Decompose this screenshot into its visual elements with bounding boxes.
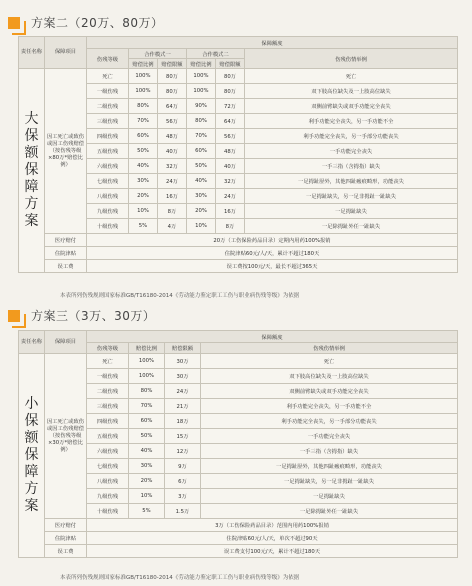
amount-cell: 80万 bbox=[216, 84, 245, 99]
plan3-limit-header: 保障额度 bbox=[87, 331, 458, 343]
plan3-table bbox=[18, 330, 458, 558]
amount-cell: 6万 bbox=[165, 474, 201, 489]
amount-cell: 15万 bbox=[165, 429, 201, 444]
amount-cell: 64万 bbox=[158, 99, 187, 114]
plan3-item-desc: 因工死亡或致伤或因工伤残赔偿（按伤残等级×30万*赔偿比例） bbox=[45, 354, 87, 519]
ratio-cell: 60% bbox=[129, 129, 158, 144]
example-cell: 双下肢高位缺失及一上肢高位缺失 bbox=[245, 84, 458, 99]
plan2-duty-header: 责任名称 bbox=[19, 37, 45, 69]
ratio-cell: 80% bbox=[129, 384, 165, 399]
plan3-duty-header: 责任名称 bbox=[19, 331, 45, 354]
amount-cell: 80万 bbox=[216, 69, 245, 84]
example-cell: 一足除拇趾外任一趾缺失 bbox=[201, 504, 458, 519]
ratio-cell: 30% bbox=[129, 459, 165, 474]
grade-cell: 五级伤残 bbox=[87, 144, 129, 159]
amount-cell: 12万 bbox=[165, 444, 201, 459]
example-cell: 利手功能完全丧失，另一手功能不全 bbox=[201, 399, 458, 414]
ratio-cell: 50% bbox=[187, 159, 216, 174]
grade-cell: 九级伤残 bbox=[87, 489, 129, 504]
plan3-title: 方案三（3万、30万） bbox=[31, 309, 156, 323]
grade-cell: 八级伤残 bbox=[87, 474, 129, 489]
ratio-cell: 10% bbox=[129, 489, 165, 504]
example-cell: 一手三指（含拇指）缺失 bbox=[245, 159, 458, 174]
ratio-cell: 100% bbox=[129, 369, 165, 384]
orange-square-icon bbox=[8, 17, 20, 29]
ratio-cell: 100% bbox=[129, 84, 158, 99]
amount-cell: 30万 bbox=[165, 369, 201, 384]
plan2-amount1-header: 赔偿限额 bbox=[158, 59, 187, 69]
plan3-medical-value: 3万（工伤保险药品目录）范围内用药100%报销 bbox=[87, 519, 458, 532]
plan2-grade-header: 伤残等级 bbox=[87, 49, 129, 69]
plan3-note: 本表所列伤残规则国家标准GB/T16180-2014《劳动能力鉴定职工工伤与职业病伤残等级》为依据 bbox=[60, 575, 300, 581]
amount-cell: 8万 bbox=[158, 204, 187, 219]
example-cell: 一足拇趾缺失，另一足非拇趾一趾缺失 bbox=[245, 189, 458, 204]
plan2-amount2-header: 赔偿限额 bbox=[216, 59, 245, 69]
example-cell: 双侧前臂缺失或双手功能完全丧失 bbox=[201, 384, 458, 399]
ratio-cell: 5% bbox=[129, 504, 165, 519]
plan2-table bbox=[18, 36, 458, 273]
amount-cell: 4万 bbox=[158, 219, 187, 234]
example-cell: 一足拇趾缺失 bbox=[245, 204, 458, 219]
grade-cell: 十级伤残 bbox=[87, 219, 129, 234]
amount-cell: 3万 bbox=[165, 489, 201, 504]
plan2-category: 大保额保障方案 bbox=[19, 69, 45, 273]
amount-cell: 1.5万 bbox=[165, 504, 201, 519]
amount-cell: 24万 bbox=[165, 384, 201, 399]
ratio-cell: 40% bbox=[129, 159, 158, 174]
plan3-amount-header: 赔偿限额 bbox=[165, 343, 201, 354]
grade-cell: 七级伤残 bbox=[87, 459, 129, 474]
ratio-cell: 100% bbox=[129, 69, 158, 84]
ratio-cell: 100% bbox=[187, 84, 216, 99]
grade-cell: 三级伤残 bbox=[87, 399, 129, 414]
amount-cell: 48万 bbox=[216, 144, 245, 159]
plan2-medical-label: 医疗赔付 bbox=[45, 234, 87, 247]
example-cell: 利手功能完全丧失，另一手功能不全 bbox=[245, 114, 458, 129]
amount-cell: 32万 bbox=[216, 174, 245, 189]
table-row bbox=[19, 247, 458, 260]
amount-cell: 30万 bbox=[165, 354, 201, 369]
amount-cell: 16万 bbox=[158, 189, 187, 204]
ratio-cell: 20% bbox=[187, 204, 216, 219]
ratio-cell: 80% bbox=[129, 99, 158, 114]
ratio-cell: 50% bbox=[129, 429, 165, 444]
grade-cell: 六级伤残 bbox=[87, 159, 129, 174]
example-cell: 一手三指（含拇指）缺失 bbox=[201, 444, 458, 459]
example-cell: 利手功能完全丧失，另一手部分功能丧失 bbox=[201, 414, 458, 429]
ratio-cell: 5% bbox=[129, 219, 158, 234]
ratio-cell: 100% bbox=[129, 354, 165, 369]
plan3-absence-label: 误工费 bbox=[45, 545, 87, 558]
plan3-hospital-label: 住院津贴 bbox=[45, 532, 87, 545]
amount-cell: 40万 bbox=[158, 144, 187, 159]
plan2-example-header: 伤残伤情举例 bbox=[245, 49, 458, 69]
plan2-combo1-header: 合作模式一 bbox=[129, 49, 187, 59]
plan2-combo2-header: 合作模式二 bbox=[187, 49, 245, 59]
amount-cell: 72万 bbox=[216, 99, 245, 114]
table-row bbox=[19, 69, 458, 84]
amount-cell: 64万 bbox=[216, 114, 245, 129]
ratio-cell: 30% bbox=[129, 174, 158, 189]
amount-cell: 32万 bbox=[158, 159, 187, 174]
amount-cell: 56万 bbox=[216, 129, 245, 144]
amount-cell: 21万 bbox=[165, 399, 201, 414]
grade-cell: 四级伤残 bbox=[87, 414, 129, 429]
grade-cell: 死亡 bbox=[87, 69, 129, 84]
ratio-cell: 50% bbox=[129, 144, 158, 159]
example-cell: 一足拇趾缺失 bbox=[201, 489, 458, 504]
ratio-cell: 40% bbox=[187, 174, 216, 189]
example-cell: 死亡 bbox=[245, 69, 458, 84]
table-row bbox=[19, 260, 458, 273]
plan2-header bbox=[8, 14, 164, 31]
plan3-example-header: 伤残伤情举例 bbox=[201, 343, 458, 354]
ratio-cell: 10% bbox=[129, 204, 158, 219]
grade-cell: 四级伤残 bbox=[87, 129, 129, 144]
grade-cell: 三级伤残 bbox=[87, 114, 129, 129]
amount-cell: 16万 bbox=[216, 204, 245, 219]
table-row bbox=[19, 545, 458, 558]
ratio-cell: 30% bbox=[187, 189, 216, 204]
plan2-absence-label: 误工费 bbox=[45, 260, 87, 273]
plan2-title: 方案二（20万、80万） bbox=[31, 16, 164, 30]
amount-cell: 8万 bbox=[216, 219, 245, 234]
table-row bbox=[19, 354, 458, 369]
plan3-medical-label: 医疗赔付 bbox=[45, 519, 87, 532]
amount-cell: 18万 bbox=[165, 414, 201, 429]
plan3-hospital-value: 住院津贴60元/人/天，单次不超过90天 bbox=[87, 532, 458, 545]
ratio-cell: 70% bbox=[129, 399, 165, 414]
plan2-ratio2-header: 赔偿比例 bbox=[187, 59, 216, 69]
example-cell: 一手功能完全丧失 bbox=[245, 144, 458, 159]
table-row bbox=[19, 532, 458, 545]
grade-cell: 二级伤残 bbox=[87, 99, 129, 114]
plan2-absence-value: 误工费按100元/天，最长不超过365天 bbox=[87, 260, 458, 273]
ratio-cell: 10% bbox=[187, 219, 216, 234]
orange-square-icon bbox=[8, 310, 20, 322]
example-cell: 双侧前臂缺失或双手功能完全丧失 bbox=[245, 99, 458, 114]
ratio-cell: 100% bbox=[187, 69, 216, 84]
plan2-hospital-value: 住院津贴60元/人/天，累计不超过180天 bbox=[87, 247, 458, 260]
amount-cell: 24万 bbox=[158, 174, 187, 189]
plan2-item-header: 保障项目 bbox=[45, 37, 87, 69]
grade-cell: 一级伤残 bbox=[87, 84, 129, 99]
example-cell: 利手功能完全丧失，另一手部分功能丧失 bbox=[245, 129, 458, 144]
example-cell: 一足拇趾胫外，其他四趾瘢痕畸形，功能丧失 bbox=[201, 459, 458, 474]
grade-cell: 五级伤残 bbox=[87, 429, 129, 444]
grade-cell: 八级伤残 bbox=[87, 189, 129, 204]
ratio-cell: 40% bbox=[129, 444, 165, 459]
ratio-cell: 70% bbox=[129, 114, 158, 129]
plan2-medical-value: 20万（工伤保险药品目录）定期内用药100%报销 bbox=[87, 234, 458, 247]
ratio-cell: 70% bbox=[187, 129, 216, 144]
example-cell: 死亡 bbox=[201, 354, 458, 369]
plan3-grade-header: 伤残等级 bbox=[87, 343, 129, 354]
table-row bbox=[19, 519, 458, 532]
amount-cell: 80万 bbox=[158, 69, 187, 84]
plan2-limit-header: 保障额度 bbox=[87, 37, 458, 49]
grade-cell: 七级伤残 bbox=[87, 174, 129, 189]
ratio-cell: 90% bbox=[187, 99, 216, 114]
amount-cell: 40万 bbox=[216, 159, 245, 174]
table-row bbox=[19, 234, 458, 247]
ratio-cell: 80% bbox=[187, 114, 216, 129]
plan3-item-header: 保障项目 bbox=[45, 331, 87, 354]
plan3-absence-value: 误工费支付100元/天，累计不超过180天 bbox=[87, 545, 458, 558]
grade-cell: 六级伤残 bbox=[87, 444, 129, 459]
amount-cell: 48万 bbox=[158, 129, 187, 144]
plan3-category: 小保额保障方案 bbox=[19, 354, 45, 558]
plan3-ratio-header: 赔偿比例 bbox=[129, 343, 165, 354]
example-cell: 双下肢高位缺失及一上肢高位缺失 bbox=[201, 369, 458, 384]
plan2-note: 本表所列伤残规则国家标准GB/T16180-2014《劳动能力鉴定职工工伤与职业病伤残等级》为依据 bbox=[60, 293, 300, 299]
grade-cell: 九级伤残 bbox=[87, 204, 129, 219]
ratio-cell: 20% bbox=[129, 189, 158, 204]
plan2-ratio1-header: 赔偿比例 bbox=[129, 59, 158, 69]
grade-cell: 十级伤残 bbox=[87, 504, 129, 519]
example-cell: 一手功能完全丧失 bbox=[201, 429, 458, 444]
ratio-cell: 20% bbox=[129, 474, 165, 489]
example-cell: 一足除拇趾外任一趾缺失 bbox=[245, 219, 458, 234]
amount-cell: 56万 bbox=[158, 114, 187, 129]
amount-cell: 80万 bbox=[158, 84, 187, 99]
ratio-cell: 60% bbox=[187, 144, 216, 159]
amount-cell: 24万 bbox=[216, 189, 245, 204]
plan3-header bbox=[8, 307, 155, 324]
grade-cell: 死亡 bbox=[87, 354, 129, 369]
grade-cell: 一级伤残 bbox=[87, 369, 129, 384]
example-cell: 一足拇趾缺失，另一足非拇趾一趾缺失 bbox=[201, 474, 458, 489]
example-cell: 一足拇趾胫外，其他四趾瘢痕畸形，功能丧失 bbox=[245, 174, 458, 189]
ratio-cell: 60% bbox=[129, 414, 165, 429]
amount-cell: 9万 bbox=[165, 459, 201, 474]
plan2-item-desc: 因工死亡或致伤或因工伤残赔偿（按伤残等级×80万*赔偿比例） bbox=[45, 69, 87, 234]
plan2-hospital-label: 住院津贴 bbox=[45, 247, 87, 260]
grade-cell: 二级伤残 bbox=[87, 384, 129, 399]
